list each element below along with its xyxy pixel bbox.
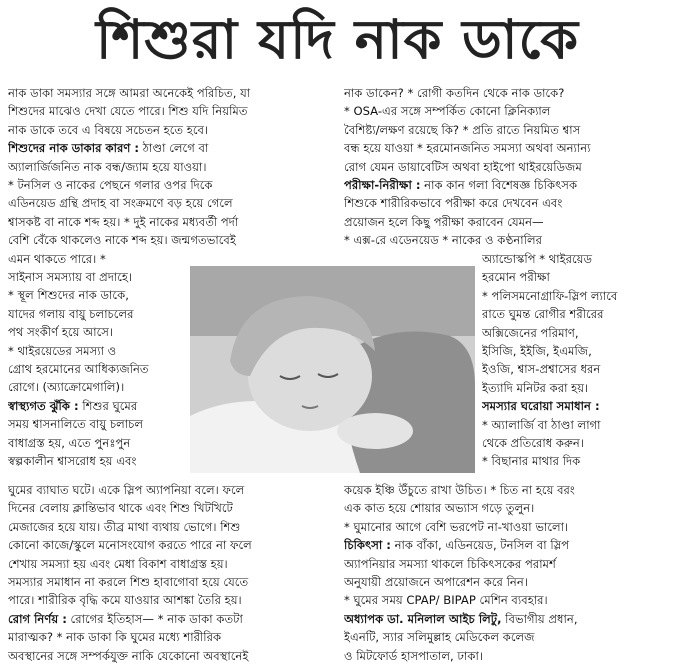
text-line: বাধাগ্রস্ত হয়, এতে পুনঃপুন — [8, 435, 131, 450]
right-column-bottom — [344, 481, 670, 665]
text-line: * স্থূল শিশুদের নাক ডাকে, — [8, 288, 129, 303]
text-line: ইত্যাদি মনিটর করা হয়। — [482, 380, 589, 395]
article-title: শিশুরা যদি নাক ডাকে — [95, 8, 580, 71]
cause-heading: শিশুদের নাক ডাকার কারণ : — [8, 141, 140, 156]
text-line: এমন থাকতে পারে। * — [8, 251, 106, 266]
text-line: স্বল্পকালীন শ্বাসরোধ হয় এবং — [8, 454, 137, 469]
author-name: অধ্যাপক ডা. মনিলাল আইচ লিটু, — [344, 611, 502, 626]
home-heading: সমস্যার ঘরোয়া সমাধান : — [482, 399, 600, 414]
text-line: এডিনয়েড গ্রন্থি প্রদাহ বা সংক্রমণে বড় হয়ে গেলে — [8, 196, 233, 211]
text-line: প্রয়োজন হলে কিছু পরীক্ষা করাবেন যেমন— — [344, 214, 544, 229]
text-line: স্বাস্থ্যগত ঝুঁকি : শিশুর ঘুমের — [8, 398, 138, 413]
text-line: পথ সংকীর্ণ হয়ে আসে। — [8, 325, 114, 340]
text-line: অ্যালার্জিজনিত নাক বন্ধ/জ্যাম হয়ে যাওয়া। — [8, 159, 207, 174]
text-line: * পলিসমনোগ্রাফি-স্লিপ ল্যাবে — [482, 288, 618, 303]
text-line: পরীক্ষা-নিরীক্ষা : নাক কান গলা বিশেষজ্ঞ চিকিৎসক — [344, 178, 578, 193]
treatment-heading: চিকিৎসা : — [344, 538, 391, 553]
left-column-top — [8, 84, 342, 268]
text-line: * টনসিল ও নাকের পেছনে গলার ওপর দিকে — [8, 178, 213, 193]
text-line: অবস্থানের সঙ্গে সম্পর্কযুক্ত নাকি যেকোনো অবস্থানেই — [8, 648, 249, 663]
text-line: সমস্যার সমাধান না করলে শিশু হাবাগোবা হয়ে যেতে — [8, 575, 249, 590]
text-line: * ঘুমের সময় CPAP/ BIPAP মেশিন ব্যবহার। — [344, 593, 548, 608]
text-line: থেকে প্রতিরোধ করুন। — [482, 436, 584, 451]
text-line: পারে। শারীরিক বৃদ্ধি কমে যাওয়ার আশঙ্কা তৈরি হয়। — [8, 593, 242, 608]
text-line: ইএনটি, স্যার সলিমুল্লাহ মেডিকেল কলেজ — [344, 630, 535, 645]
text-line: * OSA-এর সঙ্গে সম্পর্কিত কোনো ক্লিনিক্যাল — [344, 104, 551, 119]
text-line: বৈশিষ্ট্য/লক্ষণ রয়েছে কি? * প্রতি রাতে নিয়মিত শ্বাস — [344, 122, 581, 137]
right-column-narrow — [482, 250, 670, 471]
text-line: মারাত্মক? * নাক ডাকা কি ঘুমের মধ্যে শারীরিক — [8, 630, 222, 645]
text-line: ইসিজি, ইইজি, ইএমজি, — [482, 344, 592, 359]
text-line: অ্যান্ডোস্কপি * থাইরয়েড — [482, 252, 593, 266]
text-line: অক্সিজেনের পরিমাণ, — [482, 325, 579, 340]
text-line: * এক্স-রে এডেনয়েড * নাকের ও কণ্ঠনালির — [344, 233, 542, 248]
text-line: বেশি বেঁকে থাকলেও নাকে শব্দ হয়। জন্মগতভাবেই — [8, 233, 236, 248]
text-line: নাক ডাকেন? * রোগী কতদিন থেকে নাক ডাকে? — [344, 86, 565, 100]
text-line: * ঘুমানোর আগে বেশি ভরপেট না-খাওয়া ভালো। — [344, 519, 569, 534]
text-line: মেজাজের হয়ে যায়। তীব্র মাথা ব্যথায় ভোগে। শিশু — [8, 519, 241, 534]
text-line: যাদের গলায় বায়ু চলাচলের — [8, 306, 134, 321]
text-line: কোনো কাজে/স্কুলে মনোসংযোগ করতে পারে না ফলে — [8, 538, 252, 553]
text-line: ঘুমের ব্যাঘাত ঘটে। একে স্লিপ অ্যাপনিয়া বলে। ফলে — [8, 483, 245, 497]
text-line: কয়েক ইঞ্চি উঁচুতে রাখা উচিত। * চিত না হয়ে বরং — [344, 483, 575, 497]
text-line: * বিছানার মাথার দিক — [482, 454, 581, 469]
sleeping-child-photo — [190, 266, 475, 473]
text-line: সময় শ্বাসনালিতে বায়ু চলাচল — [8, 417, 144, 432]
text-line: নাক ডাকা সমস্যার সঙ্গে আমরা অনেকেই পরিচিত, যা — [8, 86, 251, 100]
sleeping-child-illustration — [190, 266, 475, 473]
risk-heading: স্বাস্থ্যগত ঝুঁকি : — [8, 398, 79, 413]
text-line: চিকিৎসা : নাক বাঁকা, এডিনয়েড, টনসিল বা স্লিপ — [344, 538, 570, 553]
text-line: রোগ যেমন ডায়াবেটিস অথবা হাইপো থাইরয়েডিজম — [344, 159, 582, 174]
text-line: অনুযায়ী প্রয়োজনে অপারেশন করে নিন। — [344, 575, 528, 590]
text-line: নাক ডাকে তবে এ বিষয়ে সচেতন হতে হবে। — [8, 122, 209, 137]
text-line: বন্ধ হয়ে যাওয়া * হরমোনজনিত সমস্যা অথবা অন্যান্য — [344, 141, 591, 156]
text-line: শিশুকে শারীরিকভাবে পরীক্ষা করে দেখবেন এবং — [344, 196, 563, 211]
text-line: * অ্যালার্জি বা ঠাণ্ডা লাগা — [482, 417, 601, 432]
diagnosis-heading: রোগ নির্ণয় : — [8, 611, 67, 626]
text-line: শিশুদের নাক ডাকার কারণ : ঠাণ্ডা লেগে বা — [8, 141, 209, 156]
right-column-top — [344, 84, 670, 250]
text-line: গ্রোথ হরমোনের আধিক্যজনিত — [8, 362, 149, 377]
text-line: অ্যাপনিয়ার সমস্যা থাকলে চিকিৎসকের পরামর্শ — [344, 556, 556, 571]
text-line: এক কাত হয়ে শোয়ার অভ্যাস গড়ে তুলুন। — [344, 501, 535, 516]
text-line: অধ্যাপক ডা. মনিলাল আইচ লিটু, বিভাগীয় প্রধান, — [344, 611, 578, 626]
text-line: রোগে। (অ্যাক্রোমেগালি)। — [8, 380, 125, 395]
text-line: সাইনাস সমস্যায় বা প্রদাহে। — [8, 270, 133, 284]
text-line: রোগ নির্ণয় : রোগের ইতিহাস— * নাক ডাকা কতটা — [8, 611, 243, 626]
exam-heading: পরীক্ষা-নিরীক্ষা : — [344, 178, 421, 193]
text-line: শেখায় সমস্যা হয় এবং মেধা বিকাশ বাধাগ্রস্ত হয়। — [8, 556, 228, 571]
text-line: ও মিটফোর্ড হাসপাতাল, ঢাকা। — [344, 648, 483, 663]
text-line: শিশুদের মাঝেও দেখা যেতে পারে। শিশু যদি নিয়মিত — [8, 104, 248, 119]
left-column-bottom — [8, 481, 342, 665]
text-line: * থাইরয়েডের সমস্যা ও — [8, 343, 117, 358]
text-line: শ্বাসকষ্ট বা নাকে শব্দ হয়। * দুই নাকের মধ্যবর্তী পর্দা — [8, 214, 239, 229]
text-line: রাতে ঘুমন্ত রোগীর শরীরের — [482, 307, 604, 322]
text-line: হরমোন পরীক্ষা — [482, 270, 550, 285]
text-line: ইওজি, শ্বাস-প্রশ্বাসের ধরন — [482, 362, 601, 377]
text-line: দিনের বেলায় ক্লান্তিভাব থাকে এবং শিশু খিটখিটে — [8, 501, 233, 516]
left-column-narrow — [8, 268, 186, 470]
